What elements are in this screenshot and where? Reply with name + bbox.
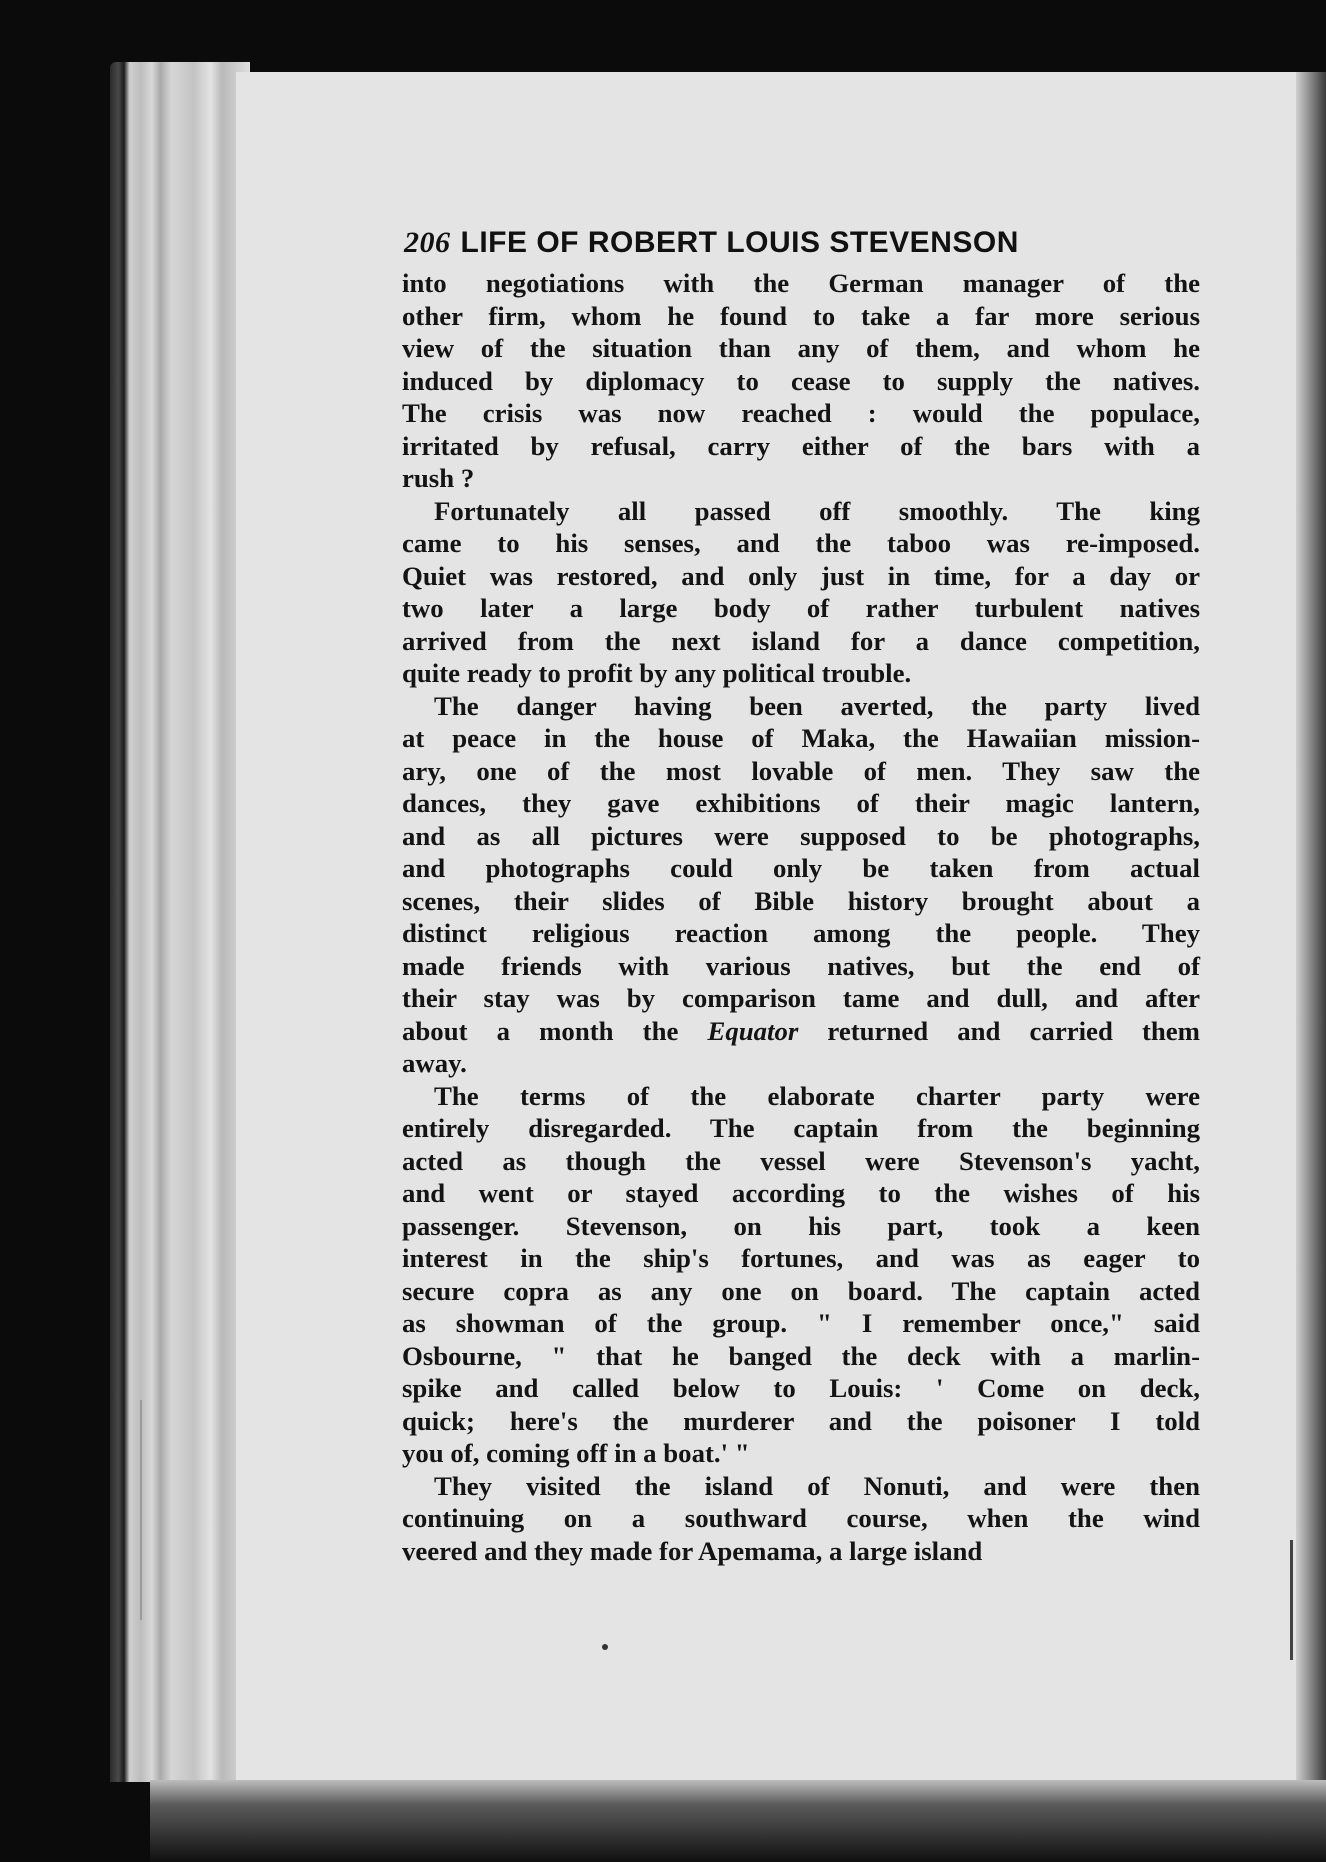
text-line: and went or stayed according to the wishes of his — [402, 1178, 1200, 1208]
paragraph — [402, 1080, 1200, 1470]
body-paragraphs — [402, 267, 1200, 1567]
scan-scratch — [140, 1400, 142, 1620]
text-line: passenger. Stevenson, on his part, took a keen — [402, 1210, 1200, 1241]
text-line: and as all pictures were supposed to be photographs, — [402, 820, 1200, 851]
book-page-edges — [110, 62, 250, 1782]
text-line: ary, one of the most lovable of men. They saw the — [402, 755, 1200, 786]
text-line: secure copra as any one on board. The captain acted — [402, 1275, 1200, 1306]
paragraph — [402, 267, 1200, 495]
text-line: Quiet was restored, and only just in time, for a day or — [402, 560, 1200, 591]
text-line: Fortunately all passed off smoothly. The king — [434, 495, 1200, 526]
text-line: The terms of the elaborate charter party were — [434, 1080, 1200, 1111]
text-line: interest in the ship's fortunes, and was as eager to — [402, 1243, 1200, 1273]
text-line: at peace in the house of Maka, the Hawaiian mission- — [402, 723, 1200, 753]
paragraph — [402, 495, 1200, 690]
text-line: into negotiations with the German manager of the — [402, 268, 1200, 298]
text-line: other firm, whom he found to take a far more serious — [402, 300, 1200, 331]
text-line: their stay was by comparison tame and dull, and after — [402, 983, 1200, 1013]
text-line: you of, coming off in a boat.' " — [402, 1438, 750, 1468]
text-line: veered and they made for Apemama, a large island — [402, 1535, 983, 1566]
text-line: two later a large body of rather turbulent natives — [402, 593, 1200, 623]
text-line: away. — [402, 1048, 467, 1078]
text-line: distinct religious reaction among the people. They — [402, 918, 1200, 948]
text-line: induced by diplomacy to cease to supply the natives. — [402, 365, 1200, 396]
text-line: The crisis was now reached : would the populace, — [402, 398, 1200, 428]
text-line: view of the situation than any of them, and whom he — [402, 333, 1200, 363]
page-bottom-shadow — [150, 1780, 1326, 1862]
page-speck — [602, 1644, 608, 1650]
text-line: rush ? — [402, 463, 475, 493]
text-line: irritated by refusal, carry either of the bars with a — [402, 430, 1200, 461]
text-line: acted as though the vessel were Stevenson's yacht, — [402, 1145, 1200, 1176]
page-text — [402, 223, 1200, 1567]
text-line: and photographs could only be taken from actual — [402, 853, 1200, 883]
text-line: dances, they gave exhibitions of their magic lantern, — [402, 788, 1200, 818]
text-line: scenes, their slides of Bible history brought about a — [402, 885, 1200, 916]
text-line: quite ready to profit by any political trouble. — [402, 658, 912, 688]
scan-scratch — [1290, 1540, 1293, 1660]
text-line: about a month the Equator returned and carried them — [402, 1015, 1200, 1046]
running-head — [404, 223, 1200, 263]
text-line: Osbourne, " that he banged the deck with a marlin- — [402, 1340, 1200, 1371]
text-line: They visited the island of Nonuti, and were then — [434, 1470, 1200, 1501]
paragraph — [402, 1470, 1200, 1568]
text-line: as showman of the group. " I remember once," said — [402, 1308, 1200, 1338]
text-line: continuing on a southward course, when the wind — [402, 1503, 1200, 1533]
paragraph — [402, 690, 1200, 1080]
text-line: came to his senses, and the taboo was re-imposed. — [402, 528, 1200, 558]
page-number: 206 — [404, 226, 451, 259]
text-line: spike and called below to Louis: ' Come on deck, — [402, 1373, 1200, 1403]
text-line: quick; here's the murderer and the poisoner I told — [402, 1405, 1200, 1436]
text-line: entirely disregarded. The captain from the beginning — [402, 1113, 1200, 1143]
page-right-shadow — [1296, 72, 1326, 1794]
text-line: arrived from the next island for a dance competition, — [402, 625, 1200, 656]
text-line: made friends with various natives, but the end of — [402, 950, 1200, 981]
book-title: LIFE OF ROBERT LOUIS STEVENSON — [460, 226, 1019, 259]
text-line: The danger having been averted, the party lived — [434, 690, 1200, 721]
